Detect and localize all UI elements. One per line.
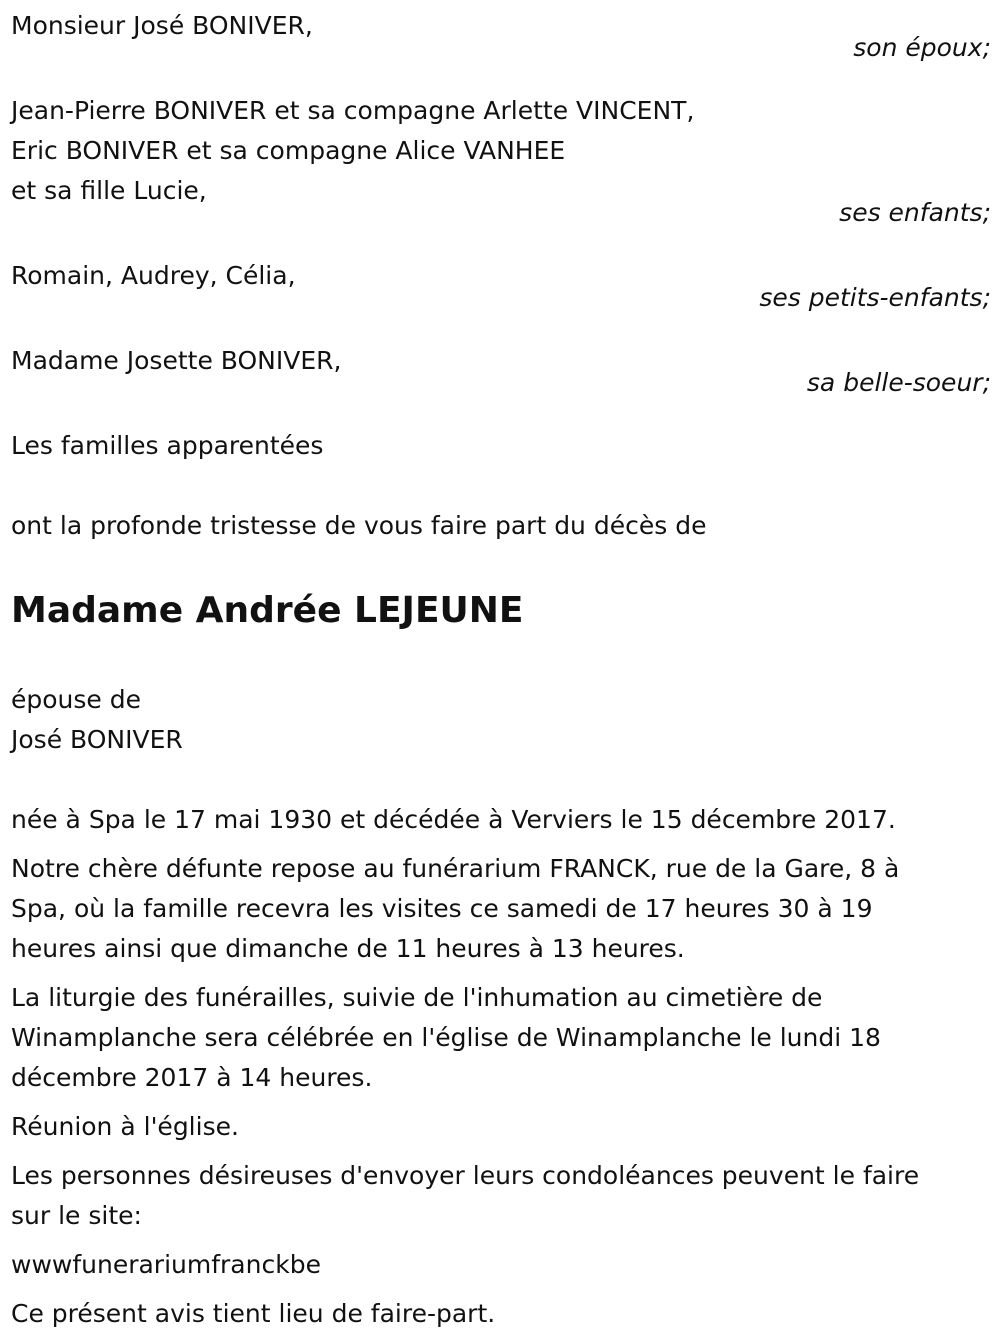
visitation-line-1: Notre chère défunte repose au funérarium FRANCK, rue de la Gare, 8 à — [11, 854, 900, 883]
visitation-line-3: heures ainsi que dimanche de 11 heures à 13 heures. — [11, 934, 685, 963]
grandchildren-names: Romain, Audrey, Célia, — [11, 261, 296, 290]
spacer — [11, 68, 991, 91]
spouse-of-label: épouse de — [11, 685, 141, 714]
relatives: Les familles apparentées — [11, 431, 324, 460]
visitation-paragraph — [11, 849, 991, 969]
notice: Ce présent avis tient lieu de faire-part. — [11, 1299, 496, 1328]
gathering: Réunion à l'église. — [11, 1112, 239, 1141]
child-line-3: et sa fille Lucie, — [11, 176, 207, 205]
website-link[interactable]: wwwfunerariumfranckbe — [11, 1250, 321, 1279]
visitation-line-2: Spa, où la famille recevra les visites ce samedi de 17 heures 30 à 19 — [11, 894, 873, 923]
funeral-paragraph — [11, 978, 991, 1098]
spacer — [11, 318, 991, 341]
spacer — [11, 466, 991, 506]
announcement: ont la profonde tristesse de vous faire part du décès de — [11, 511, 707, 540]
children-role: ses enfants; — [839, 198, 991, 227]
funeral-line-3: décembre 2017 à 14 heures. — [11, 1063, 373, 1092]
spacer — [11, 233, 991, 256]
birth-death: née à Spa le 17 mai 1930 et décédée à Verviers le 15 décembre 2017. — [11, 805, 896, 834]
spouse-role: son époux; — [853, 33, 991, 62]
condolences-paragraph — [11, 1156, 991, 1236]
condolences-line-1: Les personnes désireuses d'envoyer leurs condoléances peuvent le faire — [11, 1161, 920, 1190]
spacer — [11, 760, 991, 800]
sister-in-law-name: Madame Josette BONIVER, — [11, 346, 342, 375]
spouse-of-name: José BONIVER — [11, 725, 183, 754]
grandchildren-role: ses petits-enfants; — [759, 283, 991, 312]
child-line-2: Eric BONIVER et sa compagne Alice VANHEE — [11, 136, 566, 165]
funeral-line-2: Winamplanche sera célébrée en l'église de Winamplanche le lundi 18 — [11, 1023, 881, 1052]
spacer — [11, 403, 991, 426]
funeral-line-1: La liturgie des funérailles, suivie de l'inhumation au cimetière de — [11, 983, 823, 1012]
spacer — [11, 546, 991, 586]
condolences-line-2: sur le site: — [11, 1201, 142, 1230]
child-line-1: Jean-Pierre BONIVER et sa compagne Arlette VINCENT, — [11, 96, 695, 125]
spouse-name: Monsieur José BONIVER, — [11, 11, 313, 40]
spacer — [11, 636, 991, 680]
sister-in-law-role: sa belle-soeur; — [806, 368, 991, 397]
obituary-notice — [11, 6, 991, 1334]
deceased-name: Madame Andrée LEJEUNE — [11, 590, 524, 631]
